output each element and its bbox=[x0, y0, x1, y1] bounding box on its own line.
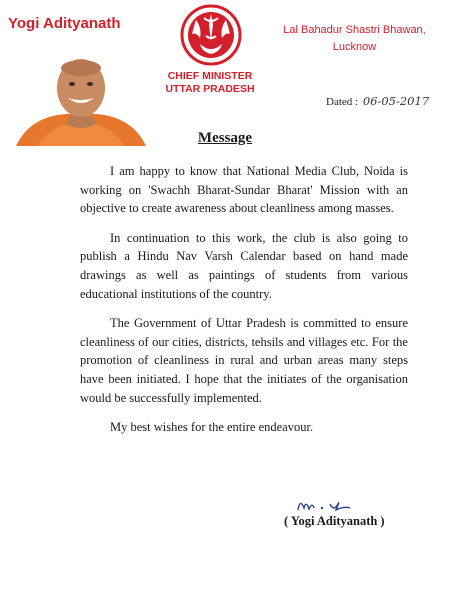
address-block bbox=[262, 22, 447, 56]
handwritten-signature bbox=[292, 494, 382, 516]
date-value: 06-05-2017 bbox=[362, 94, 430, 108]
letter-body bbox=[80, 162, 408, 448]
office-title bbox=[150, 70, 270, 96]
office-line-1: CHIEF MINISTER bbox=[167, 70, 253, 82]
paragraph-3: The Government of Uttar Pradesh is committed to ensure cleanliness of our cities, districts, tehsils and villages etc. For the promotion of cleanliness in rural and urban areas many steps have been initiated. I hope that the initiates of the organisation would be successfully implemented. bbox=[80, 316, 408, 405]
date-label: Dated : bbox=[326, 96, 359, 108]
letter-title: Message bbox=[197, 130, 253, 146]
date-row bbox=[326, 94, 429, 108]
office-line-2: UTTAR PRADESH bbox=[165, 83, 255, 95]
signatory-name: ( Yogi Adityanath ) bbox=[284, 514, 385, 528]
address-line-2: Lucknow bbox=[332, 41, 377, 53]
up-government-emblem-icon bbox=[180, 4, 242, 66]
address-line-1: Lal Bahadur Shastri Bhawan, bbox=[283, 24, 426, 36]
paragraph-2: In continuation to this work, the club is also going to publish a Hindu Nav Varsh Calendar based on hand made drawings as well as paintings of students from various educational institutions of the country. bbox=[80, 230, 408, 301]
paragraph-1: I am happy to know that National Media Club, Noida is working on 'Swachh Bharat-Sundar Bharat' Mission with an objective to create awareness about cleanliness among masses. bbox=[80, 164, 408, 216]
header-name: Yogi Adityanath bbox=[8, 15, 121, 32]
paragraph-4: My best wishes for the entire endeavour. bbox=[110, 420, 314, 435]
